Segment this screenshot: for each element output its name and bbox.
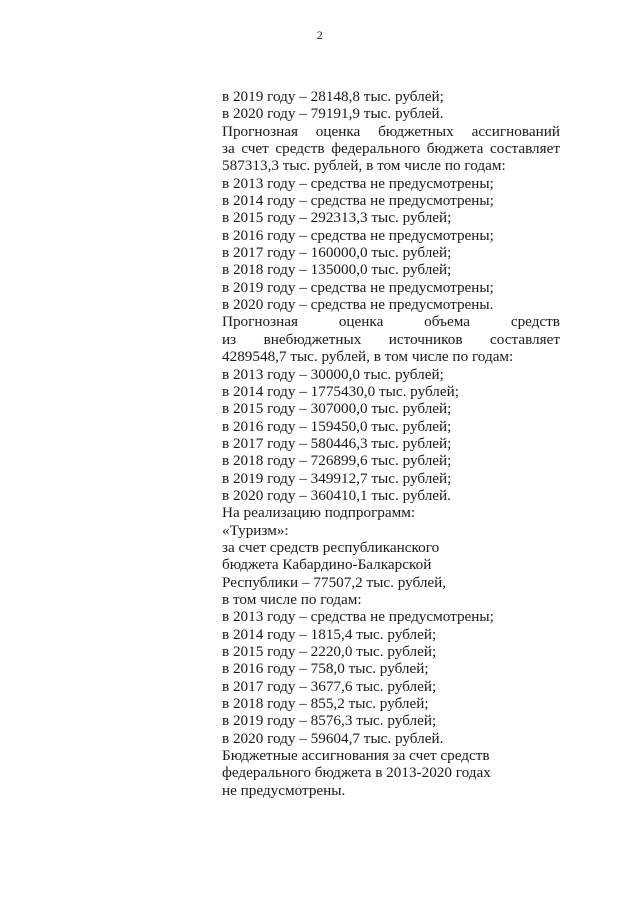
text-line: в 2019 году – 349912,7 тыс. рублей; <box>222 469 452 487</box>
justified-word: бюджетных <box>378 122 454 140</box>
text-line: в 2016 году – 758,0 тыс. рублей; <box>222 660 429 678</box>
justified-word: внебюджетных <box>263 330 362 348</box>
text-line: бюджета Кабардино-Балкарской <box>222 556 432 574</box>
text-line <box>222 140 560 157</box>
text-line: в 2020 году – 79191,9 тыс. рублей. <box>222 105 444 123</box>
text-line: в 2014 году – средства не предусмотрены; <box>222 192 494 210</box>
document-body <box>222 88 560 799</box>
text-line <box>222 313 560 330</box>
text-line: в 2013 году – средства не предусмотрены; <box>222 608 494 626</box>
text-line: 587313,3 тыс. рублей, в том числе по годам: <box>222 157 506 175</box>
text-line: в 2020 году – 59604,7 тыс. рублей. <box>222 729 444 747</box>
text-line: в 2013 году – 30000,0 тыс. рублей; <box>222 365 444 383</box>
text-line: «Туризм»: <box>222 521 289 539</box>
justified-word: бюджета <box>426 140 484 158</box>
text-line: в 2013 году – средства не предусмотрены; <box>222 174 494 192</box>
text-line: в 2016 году – 159450,0 тыс. рублей; <box>222 417 452 435</box>
text-line: в 2020 году – 360410,1 тыс. рублей. <box>222 486 451 504</box>
text-line: в 2015 году – 307000,0 тыс. рублей; <box>222 400 452 418</box>
justified-word: ассигнований <box>471 122 560 140</box>
text-line: в 2019 году – 8576,3 тыс. рублей; <box>222 712 437 730</box>
text-line: в 2017 году – 580446,3 тыс. рублей; <box>222 434 452 452</box>
text-line: не предусмотрены. <box>222 781 346 799</box>
justified-word: счет <box>241 140 269 158</box>
text-line: в 2015 году – 292313,3 тыс. рублей; <box>222 209 452 227</box>
text-line: На реализацию подпрограмм: <box>222 504 416 522</box>
justified-word: Прогнозная <box>222 313 298 331</box>
justified-word: составляет <box>490 330 560 348</box>
text-line: в 2018 году – 726899,6 тыс. рублей; <box>222 452 452 470</box>
justified-word: средств <box>275 140 325 158</box>
justified-word: федерального <box>331 140 421 158</box>
justified-word: составляет <box>490 140 560 158</box>
text-line: в 2018 году – 135000,0 тыс. рублей; <box>222 261 452 279</box>
text-line: в 2015 году – 2220,0 тыс. рублей; <box>222 643 437 660</box>
text-line: в 2020 году – средства не предусмотрены. <box>222 296 494 314</box>
text-line: федерального бюджета в 2013-2020 годах <box>222 764 491 782</box>
text-line: в 2017 году – 160000,0 тыс. рублей; <box>222 244 452 262</box>
justified-word: средств <box>510 313 560 331</box>
justified-word: источников <box>388 330 463 348</box>
text-line: в 2014 году – 1815,4 тыс. рублей; <box>222 625 437 643</box>
text-line: в 2018 году – 855,2 тыс. рублей; <box>222 695 429 713</box>
justified-word: оценка <box>338 313 384 331</box>
text-line <box>222 123 560 140</box>
justified-word: за <box>222 140 235 158</box>
text-line: за счет средств республиканского <box>222 538 440 556</box>
text-line: в 2017 году – 3677,6 тыс. рублей; <box>222 677 437 695</box>
text-line: в 2014 году – 1775430,0 тыс. рублей; <box>222 382 459 400</box>
justified-word: Прогнозная <box>222 122 298 140</box>
text-line: Республики – 77507,2 тыс. рублей, <box>222 573 447 591</box>
justified-word: объема <box>424 313 470 331</box>
justified-word: оценка <box>315 122 361 140</box>
text-line: в 2019 году – средства не предусмотрены; <box>222 278 494 296</box>
text-line <box>222 331 560 348</box>
text-line: Бюджетные ассигнования за счет средств <box>222 747 490 765</box>
text-line: в том числе по годам: <box>222 590 362 608</box>
justified-word: из <box>222 330 237 348</box>
text-line: в 2016 году – средства не предусмотрены; <box>222 226 494 244</box>
page-number: 2 <box>316 28 324 42</box>
text-line: в 2019 году – 28148,8 тыс. рублей; <box>222 88 444 105</box>
text-line: 4289548,7 тыс. рублей, в том числе по годам: <box>222 348 514 366</box>
